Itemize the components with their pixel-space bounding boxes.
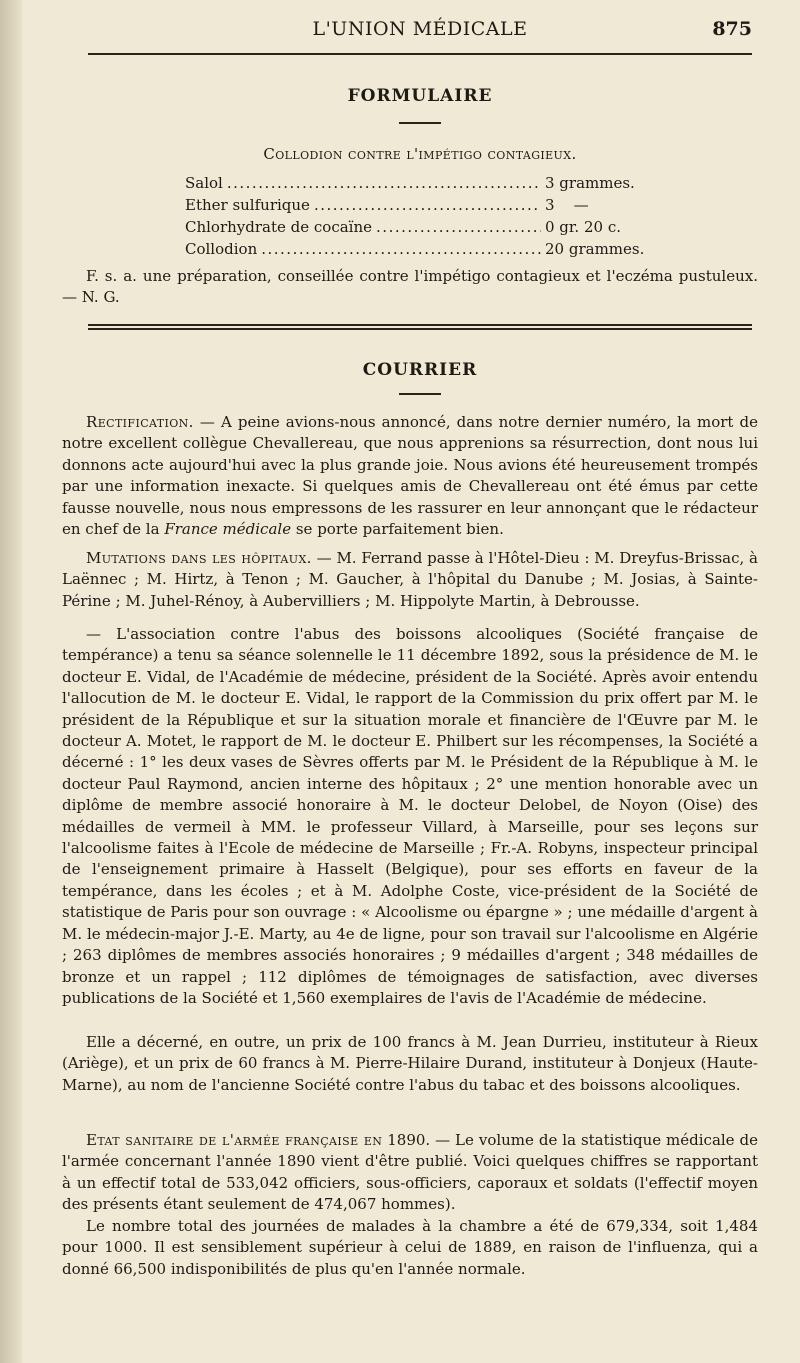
- formulaire-heading: FORMULAIRE: [347, 86, 493, 106]
- ingredient-quantity: 0 gr. 20 c.: [545, 218, 621, 236]
- mutations-lead: Mutations dans les hôpitaux.: [86, 549, 312, 567]
- mutations-paragraph: [62, 548, 758, 612]
- ingredient-row: [185, 216, 665, 238]
- formulaire-heading-rule: [399, 122, 441, 124]
- ingredient-name: Ether sulfurique: [185, 196, 310, 214]
- etat-sanitaire-lead: Etat sanitaire de l'armée française en: [86, 1131, 383, 1149]
- header-rule: [88, 53, 752, 55]
- mutations-text: — M. Ferrand passe à l'Hôtel-Dieu : M. Dreyfus-Brissac, à Laënnec ; M. Hirtz, à Tenon ; M. Gaucher, à l'hôpital du Danube ; M. Josias, à Sainte-Périne ; M. Juhel-Rénoy, à Aubervilliers ; M. Hippolyte Martin, à Debrousse.: [62, 549, 758, 610]
- ingredient-row: [185, 172, 665, 194]
- recipe-title: Collodion contre l'impétigo contagieux.: [263, 145, 577, 163]
- recipe-note: F. s. a. une préparation, conseillée contre l'impétigo contagieux et l'eczéma pustuleux. — N. G.: [62, 267, 758, 307]
- france-medicale-title: France médicale: [164, 520, 292, 539]
- page-number: 875: [712, 18, 752, 40]
- etat-sanitaire-paragraph: [62, 1130, 758, 1216]
- leader-dots: [261, 238, 541, 260]
- running-header: [88, 18, 752, 48]
- leader-dots: [376, 216, 541, 238]
- ingredient-row: [185, 194, 665, 216]
- rectification-end: se porte parfaitement bien.: [291, 520, 504, 539]
- ingredient-row: [185, 238, 665, 260]
- leader-dots: [314, 194, 541, 216]
- ingredient-list: [185, 172, 665, 260]
- journees-paragraph: Le nombre total des journées de malades à la chambre a été de 679,334, soit 1,484 pour 1000. Il est sensiblement supérieur à celui de 1889, en raison de l'influenza, qui a donné 66,500 indisponibilités de plus qu'en l'année normale.: [62, 1217, 758, 1278]
- ingredient-name: Salol: [185, 174, 223, 192]
- etat-sanitaire-text: 1890. — Le volume de la statistique médicale de l'armée concernant l'année 1890 vient d'être publié. Voici quelques chiffres se rapportant à un effectif total de 533,042 officiers, sous-officiers, caporaux et soldats (l'effectif moyen des présents étant seulement de 474,067 hommes).: [62, 1131, 758, 1214]
- courrier-heading: COURRIER: [362, 360, 478, 380]
- rectification-lead: Rectification.: [86, 413, 194, 431]
- leader-dots: [227, 172, 541, 194]
- ingredient-quantity: 20 grammes.: [545, 240, 645, 258]
- rectification-paragraph: [62, 412, 758, 540]
- ingredient-name: Collodion: [185, 240, 258, 258]
- ingredient-quantity: 3 —: [545, 196, 589, 214]
- journal-title: L'UNION MÉDICALE: [312, 18, 528, 40]
- courrier-heading-rule: [399, 393, 441, 395]
- association-paragraph: — L'association contre l'abus des boissons alcooliques (Société française de tempérance) a tenu sa séance solennelle le 11 décembre 1892, sous la présidence de M. le docteur E. Vidal, de l'Académie de médecine, président de la Société. Après avoir entendu l'allocution de M. le docteur E. Vidal, le rapport de la Commission du prix offert par M. le président de la République et sur la situation morale et financière de l'Œuvre par M. le docteur A. Motet, le rapport de M. le docteur E. Philbert sur les récompenses, la Société a décerné : 1° les deux vases de Sèvres offerts par M. le Président de la République à M. le docteur Paul Raymond, ancien interne des hôpitaux ; 2° une mention honorable avec un diplôme de membre associé honoraire à M. le docteur Delobel, de Noyon (Oise) des médailles de vermeil à MM. le professeur Villard, à Marseille, pour ses leçons sur l'alcoolisme faites à l'Ecole de médecine de Marseille ; Fr.-A. Robyns, inspecteur principal de l'enseignement primaire à Hasselt (Belgique), pour ses efforts en faveur de la tempérance, dans les écoles ; et à M. Adolphe Coste, vice-président de la Société de statistique de Paris pour son ouvrage : « Alcoolisme ou épargne » ; une médaille d'argent à M. le médecin-major J.-E. Marty, au 4e de ligne, pour son travail sur l'alcoolisme en Algérie ; 263 diplômes de membres associés honoraires ; 9 médailles d'argent ; 348 médailles de bronze et un rappel ; 112 diplômes de témoignages de satisfaction, avec diverses publications de la Société et 1,560 exemplaires de l'avis de l'Académie de médecine.: [62, 625, 758, 1007]
- rectification-text: — A peine avions-nous annoncé, dans notre dernier numéro, la mort de notre excellent collègue Chevallereau, que nous apprenions sa résurrection, dont nous lui donnons acte aujourd'hui avec la plus grande joie. Nous avions été heureusement trompés par une information inexacte. Si quelques amis de Chevallereau ont été émus par cette fausse nouvelle, nous nous empressons de les rassurer en leur annonçant que le rédacteur en chef de la: [62, 413, 758, 539]
- page-binding-edge: [0, 0, 22, 1363]
- ingredient-quantity: 3 grammes.: [545, 174, 635, 192]
- prix-paragraph: Elle a décerné, en outre, un prix de 100 francs à M. Jean Durrieu, instituteur à Rieux (Ariège), et un prix de 60 francs à M. Pierre-Hilaire Durand, instituteur à Donjeux (Haute-Marne), au nom de l'ancienne Société contre l'abus du tabac et des boissons alcooliques.: [62, 1033, 758, 1094]
- ingredient-name: Chlorhydrate de cocaïne: [185, 218, 373, 236]
- section-divider: [88, 324, 752, 330]
